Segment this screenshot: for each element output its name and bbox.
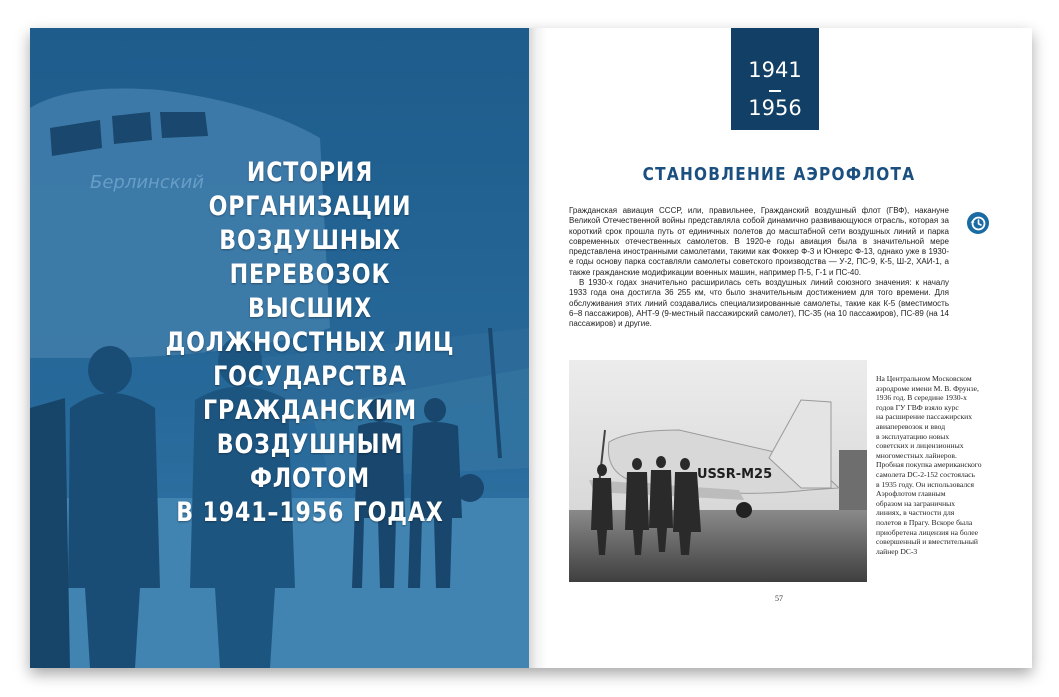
- caption-line: приобретена лицензия на более: [876, 527, 979, 537]
- section-title: СТАНОВЛЕНИЕ АЭРОФЛОТА: [642, 164, 916, 185]
- title-line: ГОСУДАРСТВА ГРАЖДАНСКИМ: [203, 361, 417, 426]
- caption-line: образом на заграничных: [876, 498, 956, 508]
- title-line: В 1941–1956 ГОДАХ: [176, 497, 444, 528]
- caption-line: полетов в Прагу. Вскоре была: [876, 517, 973, 527]
- caption-line: аэродроме имени М. В. Фрунзе,: [876, 383, 979, 393]
- left-page-title: [162, 156, 457, 530]
- caption-line: самолета DC-2-152 состоялась: [876, 469, 975, 479]
- caption-line: в эксплуатацию новых: [876, 431, 950, 441]
- title-line: ВЫСШИХ ДОЛЖНОСТНЫХ ЛИЦ: [165, 293, 455, 358]
- caption-line: многоместных лайнеров.: [876, 450, 957, 460]
- title-line: ВОЗДУШНЫХ ПЕРЕВОЗОК: [219, 225, 401, 290]
- caption-line: Аэрофлотом главным: [876, 489, 946, 499]
- caption-line: советских и лицензионных: [876, 441, 964, 451]
- left-page: [30, 28, 529, 668]
- caption-line: на расширение пассажирских: [876, 412, 973, 422]
- page-number: 57: [775, 594, 783, 603]
- caption-line: лайнер DC-3: [876, 546, 918, 556]
- plane-lettering: Берлинский: [90, 172, 204, 193]
- title-line: ВОЗДУШНЫМ ФЛОТОМ: [216, 429, 404, 494]
- caption-line: годов ГУ ГВФ взяло курс: [876, 402, 959, 412]
- airplane-photo: [569, 360, 867, 582]
- caption-line: На Центральном Московском: [876, 374, 972, 383]
- caption-line: 1936 год. В середине 1930-х: [876, 393, 967, 403]
- caption-line: Пробная покупка американского: [876, 460, 982, 470]
- caption-line: совершенный и вместительный: [876, 537, 978, 547]
- right-page: [529, 28, 1032, 668]
- body-text: [569, 206, 949, 330]
- year-end: 1956: [748, 96, 802, 120]
- year-range-badge: [731, 28, 819, 130]
- plane-registration: USSR-M25: [697, 467, 773, 482]
- paragraph: Гражданская авиация СССР, или, правильнее, Гражданский воздушный флот (ГВФ), накануне Великой Отечественной войны представляла собой динамично развивающуюся отрасль, которая за короткий срок прошла путь от единичных полетов до масштабной сети воздушных линий и парка современных отечественных самолетов. В 1920-е годы авиация была в значительной мере представлена иностранными самолетами, такими как Фоккер Ф-3 и Юнкерс Ф-13, однако уже в 1930-е годы основу парка составляли самолеты советского производства — У-2, ПС-9, К-5, Ш-2, ХАИ-1, а также гражданские модификации военных машин, например П-5, Г-1 и ПС-40.: [569, 206, 949, 277]
- history-clock-icon: [966, 211, 990, 235]
- photo-caption: [876, 374, 1028, 556]
- year-dash: [769, 90, 781, 92]
- caption-line: линиях, в частности для: [876, 508, 955, 518]
- year-start: 1941: [748, 58, 802, 82]
- title-line: ИСТОРИЯ ОРГАНИЗАЦИИ: [208, 157, 412, 222]
- caption-line: в 1935 году. Он использовался: [876, 479, 974, 489]
- caption-line: авиаперевозок и ввод: [876, 421, 946, 431]
- paragraph: В 1930-х годах значительно расширилась сеть воздушных линий союзного значения: к началу 1933 года она достигла 36 255 км, что было значительным достижением для того времени. Для обслуживания этих линий создавались специализированные самолеты, такие как К-5 (вместимость 6–8 пассажиров), АНТ-9 (9-местный пассажирский самолет), ПС-35 (на 10 пассажиров), ПС-89 (на 14 пассажиров) и другие.: [569, 278, 949, 329]
